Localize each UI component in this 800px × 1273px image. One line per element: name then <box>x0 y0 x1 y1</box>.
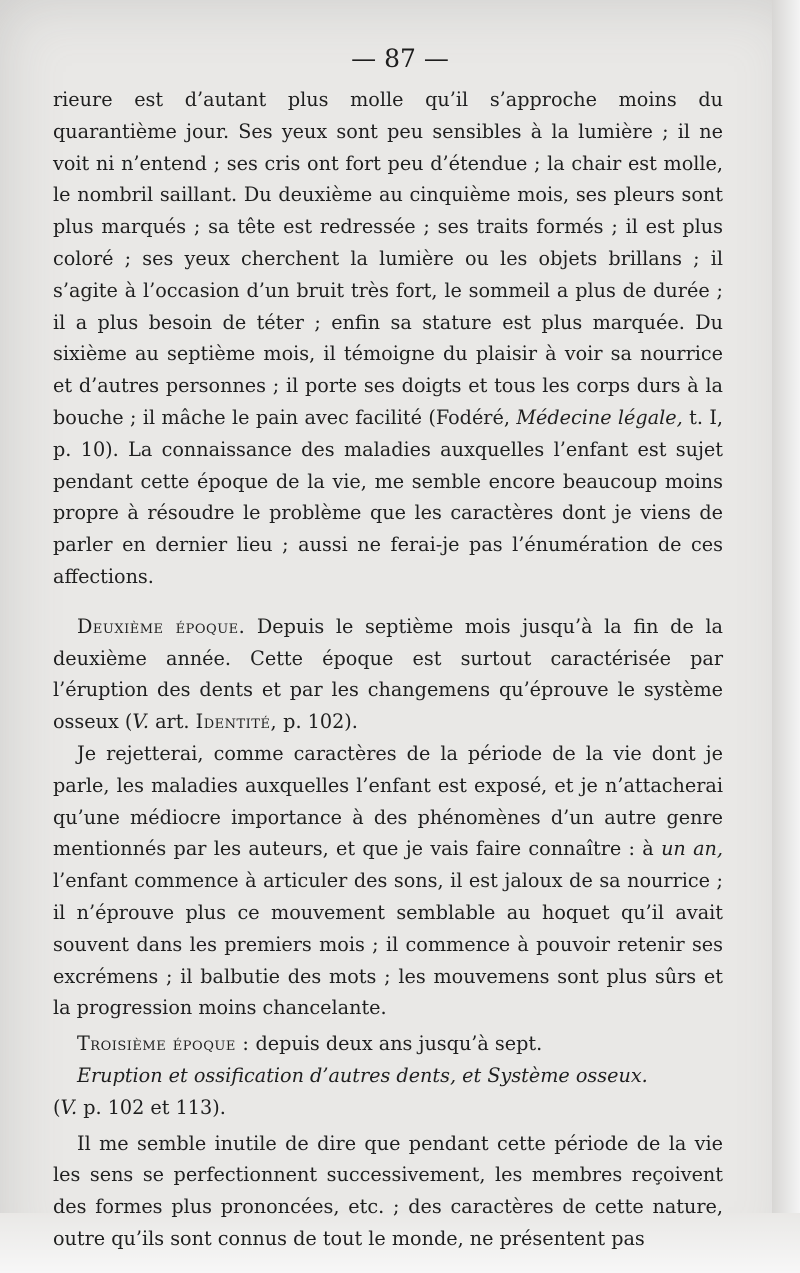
paragraph-text: t. I, p. 10). La connaissance des maladies auxquelles l’enfant est sujet pendant cette époque de la vie, me semble encore beaucoup moins propre à résoudre le problème que les caractères dont je viens de parler en dernier lieu ; aussi ne ferai-je pas l’énumération de ces affections. <box>53 405 723 588</box>
italic-un-an: un an, <box>661 837 723 861</box>
paragraph-text: Je rejetterai, comme caractères de la période de la vie dont je parle, les maladies auxquelles l’enfant est exposé, et je n’attacherai qu’une médiocre importance à des phénomènes d’un autre genre mentionnés par les auteurs, et que je vais faire connaître : à <box>53 741 723 861</box>
reference-v: V. <box>132 710 149 734</box>
book-title-italic: Médecine légale, <box>516 405 683 429</box>
reference-page: p. 102). <box>283 710 358 734</box>
reference-pages: p. 102 et 113). <box>83 1095 226 1119</box>
page-text-block <box>53 84 723 1255</box>
reference-art: art. <box>155 710 190 734</box>
section-heading: Troisième époque : <box>77 1032 250 1056</box>
paragraph-text: rieure est d’autant plus molle qu’il s’approche moins du quarantième jour. Ses yeux sont peu sensibles à la lumière ; il ne voit ni n’entend ; ses cris ont fort peu d’étendue ; la chair est molle, le nombril saillant. Du deuxième au cinquième mois, ses pleurs sont plus marqués ; sa tête est redressée ; ses traits formés ; il est plus coloré ; ses yeux cherchent la lumière ou les objets brillans ; il s’agite à l’occasion d’un bruit très fort, le sommeil a plus de durée ; il a plus besoin de téter ; enfin sa stature est plus marquée. Du sixième au septième mois, il témoigne du plaisir à voir sa nourrice et d’autres personnes ; il porte ses doigts et tous les corps durs à la bouche ; il mâche le pain avec facilité (Fodéré, <box>53 88 723 429</box>
reference-open: ( <box>53 1095 61 1119</box>
paragraph-text: Depuis le septième mois jusqu’à la fin de la deuxième année. Cette époque est surtout caractérisée par l’éruption des dents et par les changemens qu’éprouve le système osseux ( <box>53 614 723 734</box>
paragraph-il-me-semble <box>53 1128 723 1255</box>
paragraph-continuation <box>53 84 723 593</box>
page-edge-shadow <box>772 0 800 1273</box>
paragraph-je-rejetterai <box>53 738 723 1024</box>
reference-identite: Identité, <box>195 710 278 734</box>
paragraph-text: depuis deux ans jusqu’à sept. <box>255 1032 543 1056</box>
paragraph-text: Il me semble inutile de dire que pendant cette période de la vie les sens se perfectionnent successivement, les membres reçoivent des formes plus prononcées, etc. ; des caractères de cette nature, outre qu’ils sont connus de tout le monde, ne présentent pas <box>53 1131 723 1250</box>
paragraph-troisieme-epoque <box>53 1028 723 1060</box>
reference-v: V. <box>60 1095 78 1119</box>
section-heading: Deuxième époque. <box>77 614 246 638</box>
paragraph-text: l’enfant commence à articuler des sons, il est jaloux de sa nourrice ; il n’éprouve plus ce mouvement semblable au hoquet qu’il avait souvent dans les premiers mois ; il commence à pouvoir retenir ses excrémens ; il balbutie des mots ; les mouvemens sont plus sûrs et la progression moins chancelante. <box>53 869 723 1020</box>
italic-subheading: Eruption et ossification d’autres dents, et Système osseux. <box>77 1063 648 1087</box>
paragraph-deuxieme-epoque <box>53 611 723 738</box>
paragraph-eruption <box>53 1060 723 1092</box>
page-number: — 87 — <box>351 44 449 73</box>
paragraph-reference <box>53 1092 723 1124</box>
